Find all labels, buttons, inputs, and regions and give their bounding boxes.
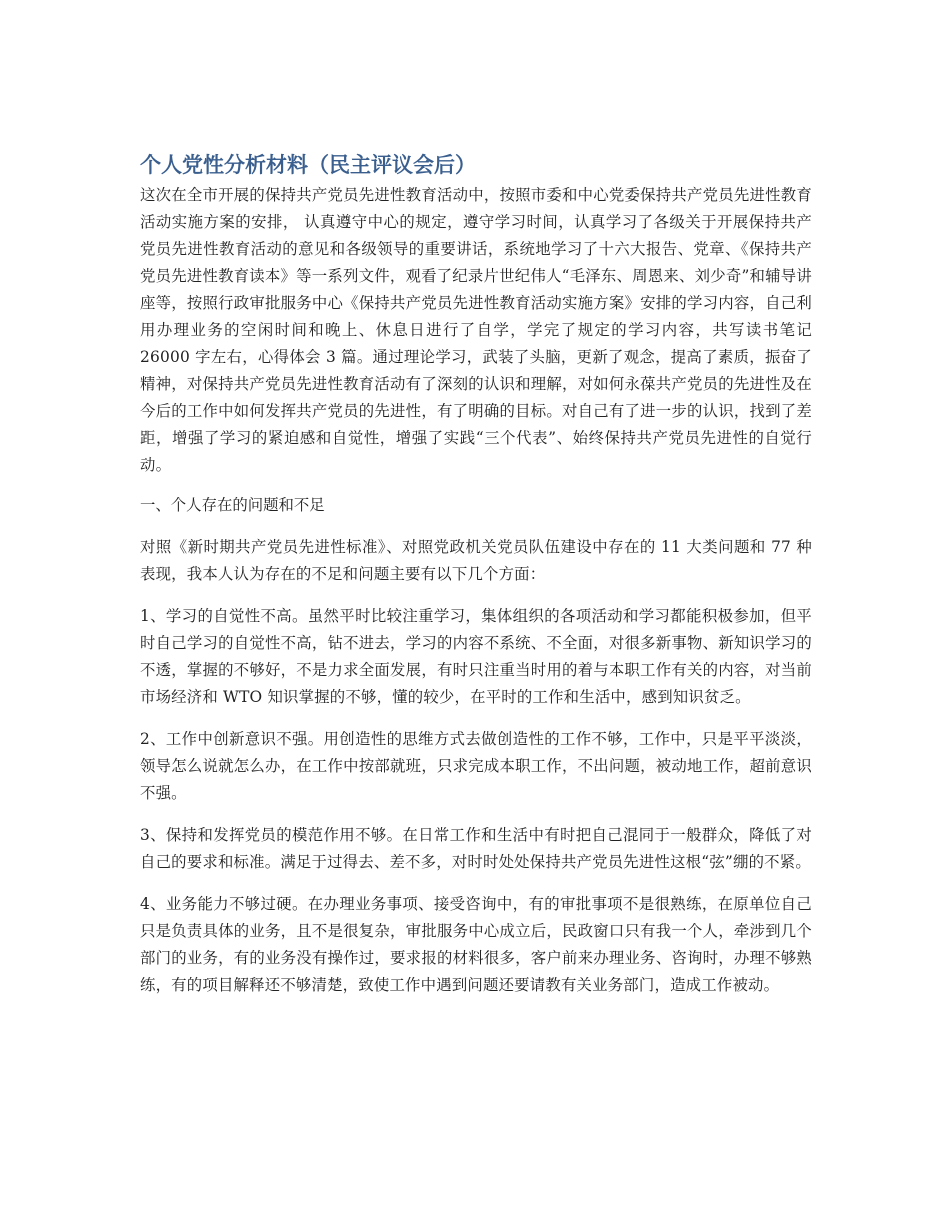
page-title: 个人党性分析材料（民主评议会后）	[140, 153, 476, 177]
problem-item-4: 4、业务能力不够过硬。在办理业务事项、接受咨询中，有的审批事项不是很熟练，在原单位自己只是负责具体的业务，且不是很复杂，审批服务中心成立后，民政窗口只有我一个人，牵涉到几个部门的业务，有的业务没有操作过，要求报的材料很多，客户前来办理业务、咨询时，办理不够熟练，有的项目解释还不够清楚，致使工作中遇到问题还要请教有关业务部门，造成工作被动。	[140, 895, 812, 994]
intro-paragraph: 这次在全市开展的保持共产党员先进性教育活动中，按照市委和中心党委保持共产党员先进性教育活动实施方案的安排， 认真遵守中心的规定，遵守学习时间，认真学习了各级关于开展保持共产党员先进性教育活动的意见和各级领导的重要讲话，系统地学习了十六大报告、党章、《保持共产党员先进性教育读本》等一系列文件，观看了纪录片世纪伟人“毛泽东、周恩来、刘少奇”和辅导讲座等，按照行政审批服务中心《保持共产党员先进性教育活动实施方案》安排的学习内容，自己利用办理业务的空闲时间和晚上、休息日进行了自学，学完了规定的学习内容，共写读书笔记 26000 字左右，心得体会 3 篇。通过理论学习，武装了头脑，更新了观念，提高了素质，振奋了精神，对保持共产党员先进性教育活动有了深刻的认识和理解，对如何永葆共产党员的先进性及在今后的工作中如何发挥共产党员的先进性，有了明确的目标。对自己有了进一步的认识，找到了差距，增强了学习的紧迫感和自觉性，增强了实践“三个代表”、始终保持共产党员先进性的自觉行动。	[140, 186, 812, 474]
problem-item-1: 1、学习的自觉性不高。虽然平时比较注重学习，集体组织的各项活动和学习都能积极参加，但平时自己学习的自觉性不高，钻不进去，学习的内容不系统、不全面，对很多新事物、新知识学习的不透，掌握的不够好，不是力求全面发展，有时只注重当时用的着与本职工作有关的内容，对当前市场经济和 WTO 知识掌握的不够，懂的较少，在平时的工作和生活中，感到知识贫乏。	[140, 607, 812, 706]
section-heading-problems: 一、个人存在的问题和不足	[140, 496, 325, 514]
section-lead-paragraph: 对照《新时期共产党员先进性标准》、对照党政机关党员队伍建设中存在的 11 大类问题和 77 种表现，我本人认为存在的不足和问题主要有以下几个方面：	[140, 538, 812, 583]
problem-item-3: 3、保持和发挥党员的模范作用不够。在日常工作和生活中有时把自己混同于一般群众，降低了对自己的要求和标准。满足于过得去、差不多，对时时处处保持共产党员先进性这根“弦”绷的不紧。	[140, 826, 812, 871]
problem-item-2: 2、工作中创新意识不强。用创造性的思维方式去做创造性的工作不够，工作中，只是平平淡淡，领导怎么说就怎么办，在工作中按部就班，只求完成本职工作，不出问题，被动地工作，超前意识不强。	[140, 730, 812, 802]
document-page	[140, 150, 812, 1014]
